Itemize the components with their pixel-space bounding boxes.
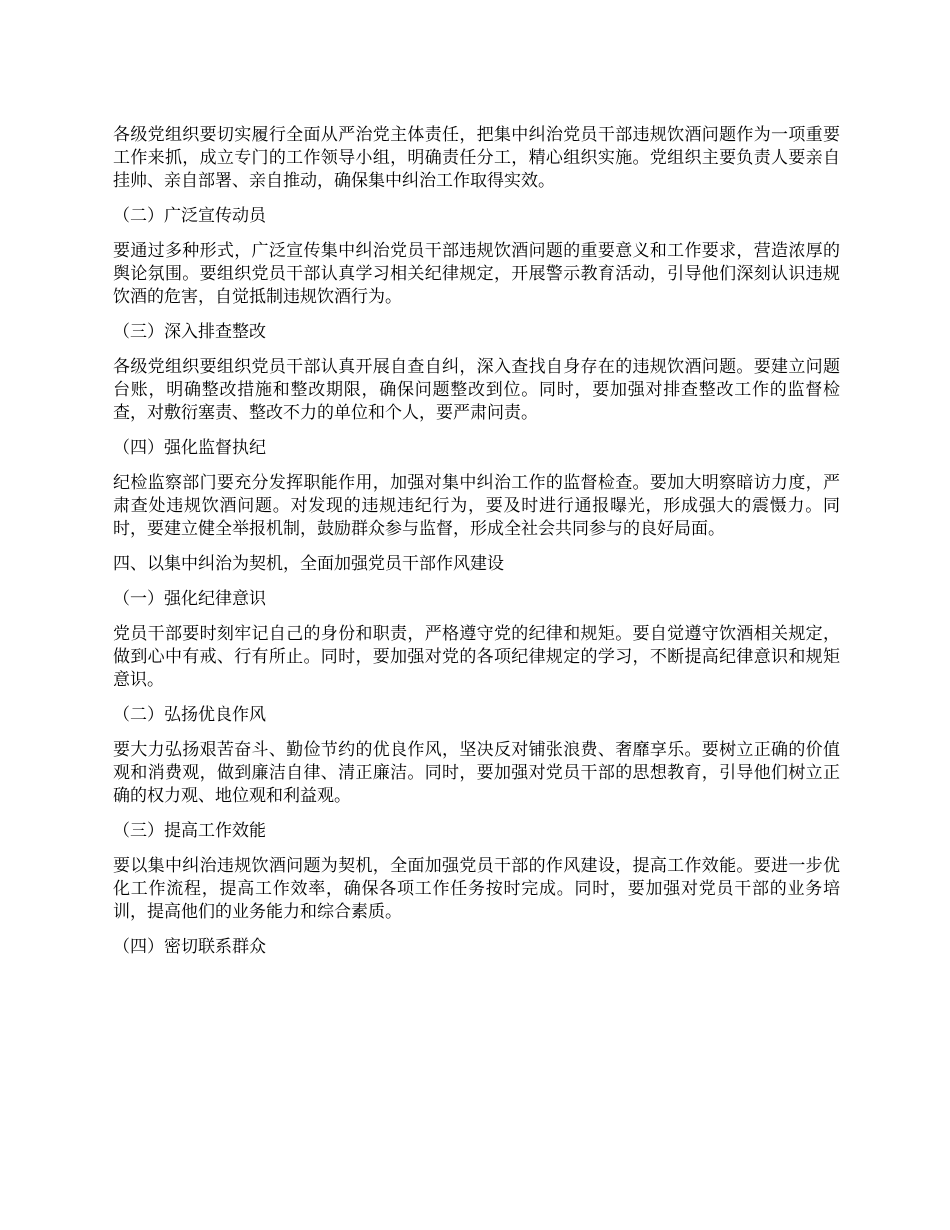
heading-discipline-awareness: （一）强化纪律意识 (113, 589, 266, 609)
paragraph-supervision: 纪检监察部门要充分发挥职能作用，加强对集中纠治工作的监督检查。要加大明察暗访力度，严肃查处违规饮酒问题。对发现的违规违纪行为，要及时进行通报曝光，形成强大的震慑力。同时，要建立健全举报机制，鼓励群众参与监督，形成全社会共同参与的良好局面。 (113, 473, 840, 539)
paragraph-publicity: 要通过多种形式，广泛宣传集中纠治党员干部违规饮酒问题的重要意义和工作要求，营造浓厚的舆论氛围。要组织党员干部认真学习相关纪律规定，开展警示教育活动，引导他们深刻认识违规饮酒的危害，自觉抵制违规饮酒行为。 (113, 241, 840, 307)
paragraph-investigation: 各级党组织要组织党员干部认真开展自查自纠，深入查找自身存在的违规饮酒问题。要建立问题台账，明确整改措施和整改期限，确保问题整改到位。同时，要加强对排查整改工作的监督检查，对敷衍塞责、整改不力的单位和个人，要严肃问责。 (113, 357, 840, 423)
heading-section-four: 四、以集中纠治为契机，全面加强党员干部作风建设 (113, 554, 504, 574)
document-page (113, 124, 840, 971)
paragraph-work-efficiency: 要以集中纠治违规饮酒问题为契机，全面加强党员干部的作风建设，提高工作效能。要进一步优化工作流程，提高工作效率，确保各项工作任务按时完成。同时，要加强对党员干部的业务培训，提高他们的业务能力和综合素质。 (113, 856, 840, 922)
paragraph-leadership-responsibility: 各级党组织要切实履行全面从严治党主体责任，把集中纠治党员干部违规饮酒问题作为一项重要工作来抓，成立专门的工作领导小组，明确责任分工，精心组织实施。党组织主要负责人要亲自挂帅、亲自部署、亲自推动，确保集中纠治工作取得实效。 (113, 125, 840, 191)
heading-fine-style: （二）弘扬优良作风 (113, 705, 266, 725)
heading-publicity-mobilization: （二）广泛宣传动员 (113, 206, 266, 226)
paragraph-discipline: 党员干部要时刻牢记自己的身份和职责，严格遵守党的纪律和规矩。要自觉遵守饮酒相关规定，做到心中有戒、行有所止。同时，要加强对党的各项纪律规定的学习，不断提高纪律意识和规矩意识。 (113, 624, 840, 690)
heading-investigation-rectification: （三）深入排查整改 (113, 322, 266, 342)
paragraph-fine-style: 要大力弘扬艰苦奋斗、勤俭节约的优良作风，坚决反对铺张浪费、奢靡享乐。要树立正确的价值观和消费观，做到廉洁自律、清正廉洁。同时，要加强对党员干部的思想教育，引导他们树立正确的权力观、地位观和利益观。 (113, 740, 840, 806)
heading-contact-masses: （四）密切联系群众 (113, 937, 266, 957)
heading-supervision-discipline: （四）强化监督执纪 (113, 438, 266, 458)
heading-work-efficiency: （三）提高工作效能 (113, 821, 266, 841)
